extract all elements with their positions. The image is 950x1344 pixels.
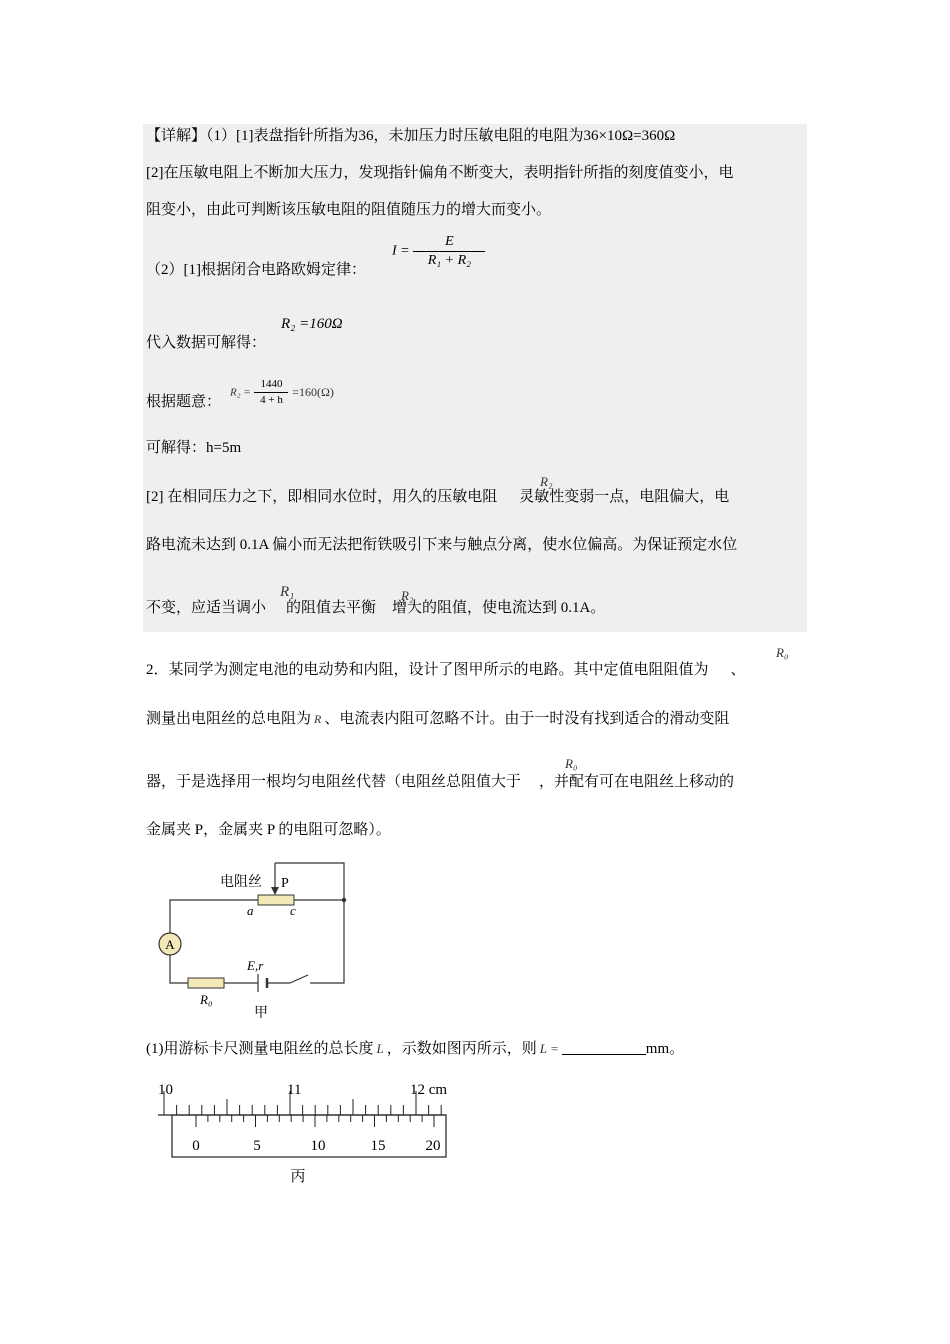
vernier-body	[172, 1115, 446, 1157]
symbol-r0-a: R₀	[776, 645, 789, 660]
sub1-post: mm。	[645, 1041, 685, 1057]
wire-left-bottom	[170, 955, 188, 983]
solution-p2b: 阻变小，由此可判断该压敏电阻的阻值随压力的增大而变小。	[146, 202, 552, 218]
vernier-label-10: 10	[310, 1138, 326, 1154]
solution-p2a: [2]在压敏电阻上不断加大压力，发现指针偏角不断变大，表明指针所指的刻度值变小，电	[146, 165, 734, 181]
solution-p5-label: 根据题意：	[146, 394, 222, 410]
depth-equation	[230, 377, 334, 408]
eq2: R₂ =160Ω	[281, 316, 343, 332]
p7c-mid: 的阻值去平衡	[286, 600, 377, 616]
ammeter-label: A	[165, 937, 175, 952]
resistor-r0	[188, 978, 224, 988]
caliper-caption: 丙	[290, 1169, 306, 1185]
sub1-pre: (1)用游标卡尺测量电阻丝的总长度	[146, 1041, 374, 1057]
a-label: a	[247, 903, 254, 918]
symbol-l-eq: L =	[539, 1041, 559, 1056]
question-line-3	[146, 772, 734, 792]
q1-pre: 2．某同学为测定电池的电动势和内阻，设计了图甲所示的电路。其中定值电阻阻值为	[146, 662, 709, 678]
symbol-r1: R₁	[280, 584, 295, 600]
p-clip-arrow	[271, 887, 279, 895]
solution-p1: （1）[1]表盘指针所指为36，未加压力时压敏电阻的电阻为36×10Ω=360Ω	[206, 128, 676, 144]
solution-p3-label: （2）[1]根据闭合电路欧姆定律：	[146, 262, 366, 278]
q3-post: ，并配有可在电阻丝上移动的	[539, 774, 735, 790]
question-line-1	[146, 660, 746, 680]
question-line-4: 金属夹 P，金属夹 P 的电阻可忽略）。	[146, 822, 391, 838]
solution-p7b: 路电流未达到 0.1A 偏小而无法把衔铁吸引下来与触点分离，使水位偏高。为保证预定水位	[146, 537, 738, 553]
symbol-r0-b: R₀	[565, 756, 578, 771]
q3-pre: 器，于是选择用一根均匀电阻丝代替（电阻丝总阻值大于	[146, 774, 522, 790]
vernier-label-5: 5	[253, 1138, 261, 1154]
solution-p6: 可解得：h=5m	[146, 440, 242, 456]
eq3-numerator: 1440	[254, 377, 288, 393]
switch-blade	[290, 975, 308, 983]
p-label: P	[281, 876, 289, 891]
main-label-10: 10	[158, 1082, 173, 1098]
solution-p7c	[146, 598, 605, 618]
symbol-r: R	[314, 712, 322, 726]
c-label: c	[290, 903, 296, 918]
junction-dot	[342, 898, 346, 902]
p7c-post: 增大的阻值，使电流达到 0.1A。	[392, 600, 606, 616]
p7a-post: 灵敏性变弱一点，电阻偏大，电	[519, 489, 730, 505]
circuit-caption: 甲	[254, 1006, 268, 1021]
solution-p7a	[146, 487, 729, 507]
eq3-rhs: =160(Ω)	[292, 385, 334, 399]
answer-blank[interactable]	[562, 1040, 646, 1055]
ohm-law-equation	[392, 233, 485, 270]
eq1-fraction	[413, 233, 485, 270]
eq1-denominator: R₁ + R₂	[427, 253, 471, 268]
eq3-denominator: 4 + h	[260, 394, 283, 406]
eq3-fraction	[254, 377, 288, 408]
main-label-12: 12 cm	[410, 1082, 448, 1098]
solution-p4-label: 代入数据可解得：	[146, 335, 267, 351]
subquestion-1	[146, 1039, 684, 1059]
p7c-pre: 不变，应适当调小	[146, 600, 267, 616]
solution-line-1	[146, 126, 675, 146]
p7a-pre: [2] 在相同压力之下，即相同水位时，用久的压敏电阻	[146, 489, 498, 505]
vernier-label-0: 0	[192, 1138, 200, 1154]
solution-title: 【详解】	[146, 128, 207, 144]
symbol-r2-b: R₂	[401, 588, 414, 603]
vernier-label-15: 15	[370, 1138, 386, 1154]
circuit-diagram	[150, 855, 360, 1025]
eq1-lhs: I =	[392, 243, 410, 259]
eq1-numerator: E	[413, 233, 485, 252]
sub1-mid: ，示数如图丙所示，则	[386, 1041, 537, 1057]
vernier-label-20: 20	[425, 1138, 441, 1154]
symbol-l: L	[376, 1041, 384, 1056]
vernier-caliper	[150, 1075, 460, 1190]
emf-label: E,r	[247, 958, 264, 973]
wire-label: 电阻丝	[220, 875, 262, 890]
q2-pre: 测量出电阻丝的总电阻为	[146, 711, 312, 727]
eq3-lhs: R₂ =	[230, 386, 251, 399]
q1-post: 、	[730, 662, 746, 678]
symbol-r2-a: R₂	[540, 474, 553, 489]
q2-post: 、电流表内阻可忽略不计。由于一时没有找到适合的滑动变阻	[324, 711, 730, 727]
main-label-11: 11	[287, 1082, 302, 1098]
r0-label: R₀	[200, 992, 213, 1007]
resistance-wire	[258, 895, 294, 905]
question-line-2	[146, 709, 729, 729]
